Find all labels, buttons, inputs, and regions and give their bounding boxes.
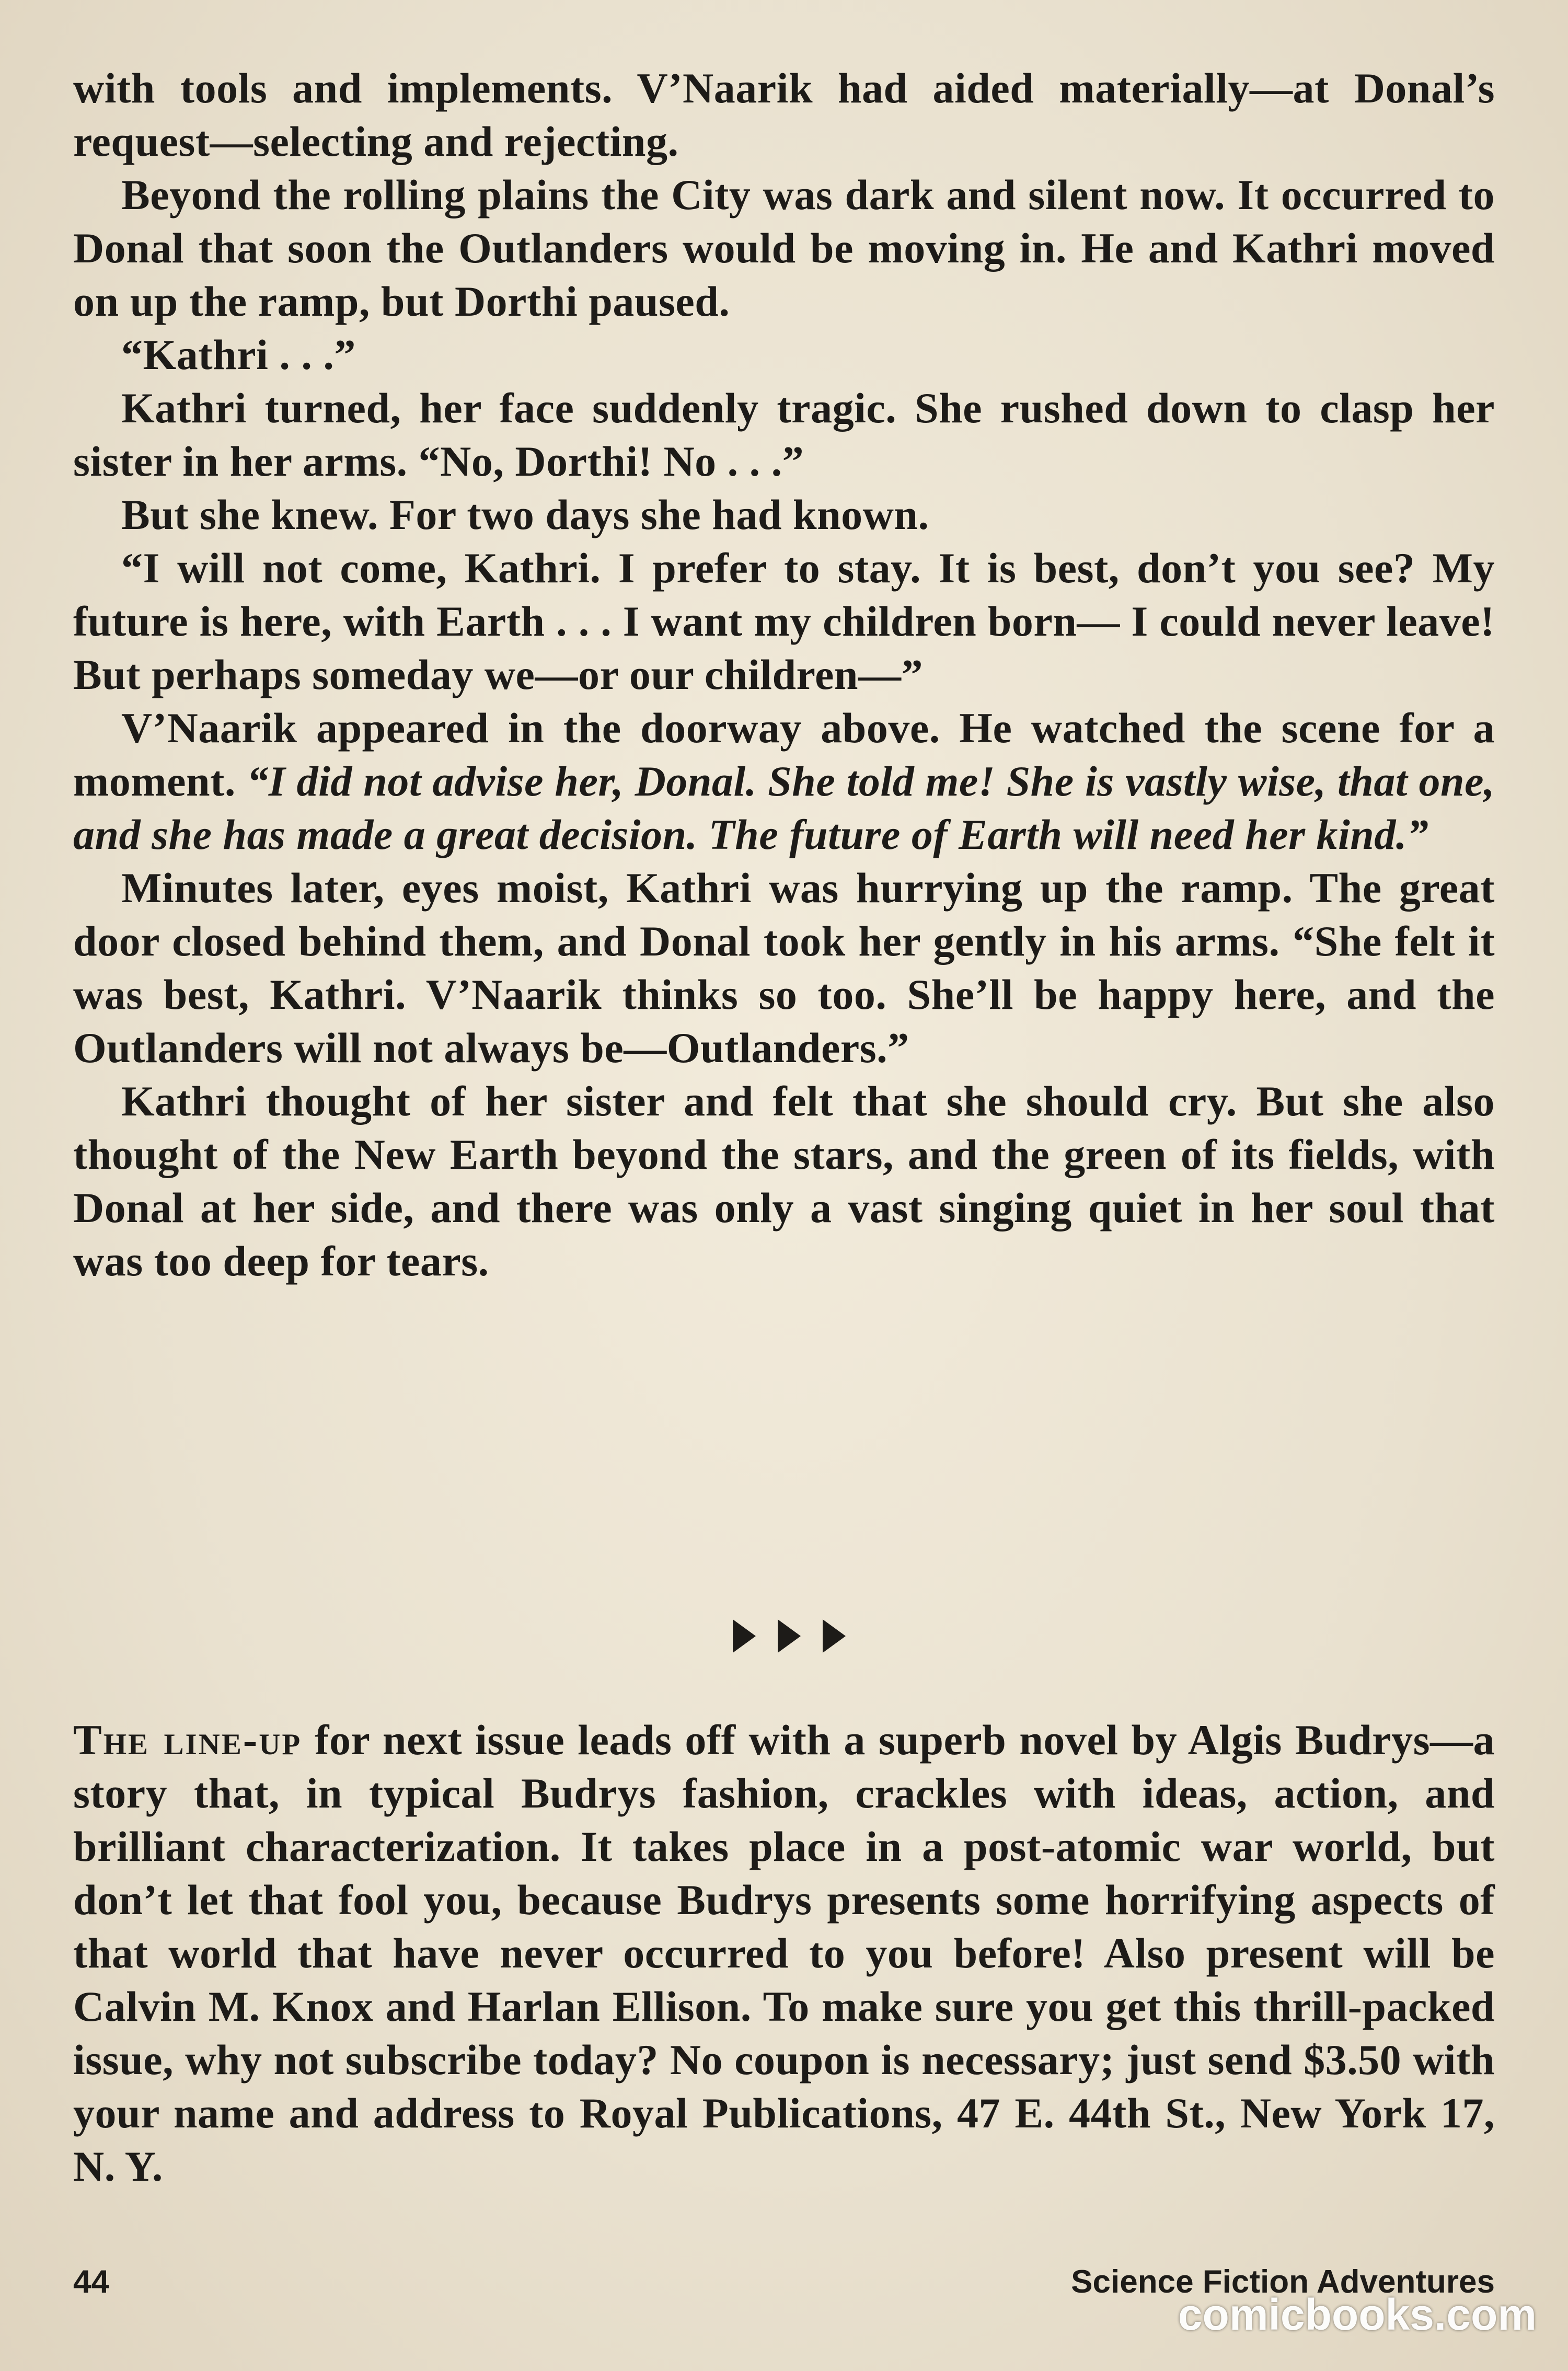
- paragraph: with tools and implements. V’Naarik had aided materially—at Donal’s request—selecting and rejecting.: [73, 64, 1495, 165]
- paragraph: [73, 1713, 1495, 2193]
- paragraph: Kathri thought of her sister and felt that she should cry. But she also thought of the New Earth beyond the stars, and the green of its fields, with Donal at her side, and there was only a vast singing quiet in her soul that was too deep for tears.: [73, 1077, 1495, 1285]
- paragraph: “Kathri . . .”: [121, 331, 356, 378]
- paragraph: “I will not come, Kathri. I prefer to stay. It is best, don’t you see? My future is here, with Earth . . . I want my children born— I could never leave! But perhaps someday we—or our children—”: [73, 544, 1495, 698]
- triangle-icon: [778, 1619, 801, 1653]
- story-text: [73, 62, 1495, 1288]
- page-number: 44: [73, 2264, 109, 2300]
- lineup-lead: The line-up: [73, 1716, 302, 1764]
- triangle-icon: [823, 1619, 846, 1653]
- paragraph: But she knew. For two days she had known.: [121, 491, 929, 538]
- paragraph: Beyond the rolling plains the City was dark and silent now. It occurred to Donal that soon the Outlanders would be moving in. He and Kathri moved on up the ramp, but Dorthi paused.: [73, 171, 1495, 325]
- paragraph: Kathri turned, her face suddenly tragic. She rushed down to clasp her sister in her arms. “No, Dorthi! No . . .”: [73, 384, 1495, 485]
- lineup-body: for next issue leads off with a superb novel by Algis Budrys—a story that, in typical Budrys fashion, crackles with ideas, action, and brilliant characterization. It takes place in a post-atomic war world, but don’t let that fool you, because Budrys presents some horrifying aspects of that world that have never occurred to you before! Also present will be Calvin M. Knox and Harlan Ellison. To make sure you get this thrill-packed issue, why not subscribe today? No coupon is necessary; just send $3.50 with your name and address to Royal Publications, 47 E. 44th St., New York 17, N. Y.: [73, 1716, 1495, 2190]
- lineup-notice: [73, 1713, 1495, 2193]
- italic-quote: “I did not advise her, Donal. She told me! She is vastly wise, that one, and she has made a great decision. The future of Earth will need her kind.”: [73, 757, 1495, 858]
- triangle-icon: [733, 1619, 756, 1653]
- magazine-title: Science Fiction Adventures: [1071, 2264, 1495, 2300]
- watermark: comicbooks.com: [1178, 2290, 1537, 2339]
- section-separator: [711, 1613, 868, 1660]
- paragraph: [73, 701, 1495, 861]
- paragraph: Minutes later, eyes moist, Kathri was hurrying up the ramp. The great door closed behind them, and Donal took her gently in his arms. “She felt it was best, Kathri. V’Naarik thinks so too. She’ll be happy here, and the Outlanders will not always be—Outlanders.”: [73, 864, 1495, 1072]
- paragraph-text: V’Naarik appeared in the doorway above. He watched the scene for a moment.: [73, 704, 1495, 805]
